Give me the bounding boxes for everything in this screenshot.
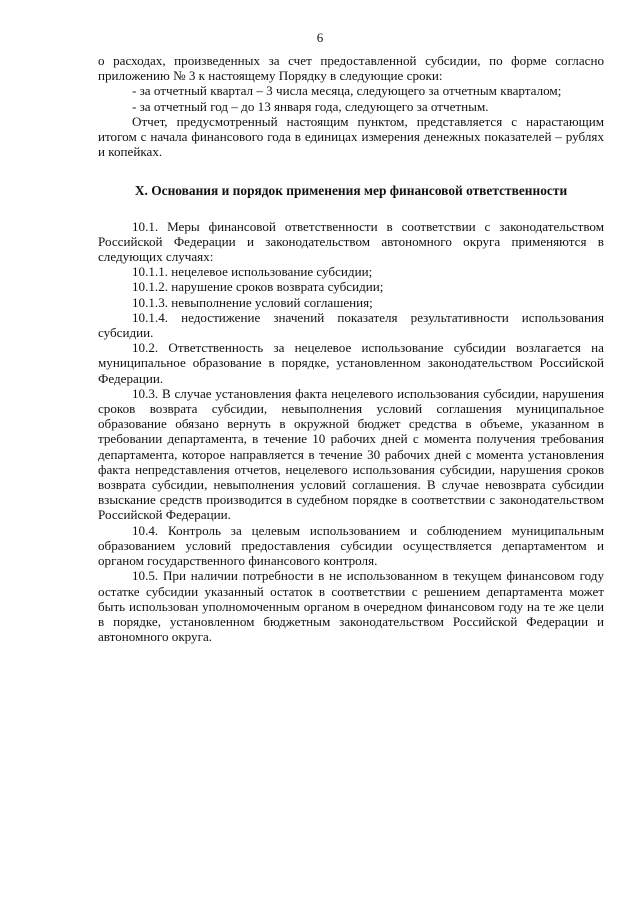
page-number: 6	[316, 30, 324, 45]
clause-10-5: 10.5. При наличии потребности в не использованном в текущем финансовом году остатке субсидии указанный остаток в соответствии с решением департамента может быть использован уполномоченным органом в очередном финансовом году на те же цели в порядке, установленном бюджетным законодательством Российской Федерации и автономного округа.	[98, 568, 604, 645]
clause-10-1-1: 10.1.1. нецелевое использование субсидии;	[132, 264, 373, 280]
intro-quarter-deadline: - за отчетный квартал – 3 числа месяца, следующего за отчетным кварталом;	[132, 83, 562, 99]
clause-10-4: 10.4. Контроль за целевым использованием и соблюдением муниципальным образованием условий предоставления субсидии осуществляется департаментом и органом государственного финансового контроля.	[98, 522, 604, 569]
intro-report-note: Отчет, предусмотренный настоящим пунктом, представляется с нарастающим итогом с начала финансового года в единицах измерения денежных показателей – рублях и копейках.	[98, 113, 604, 160]
intro-year-deadline: - за отчетный год – до 13 января года, следующего за отчетным.	[132, 98, 489, 114]
clause-10-1-2: 10.1.2. нарушение сроков возврата субсидии;	[132, 279, 384, 295]
section-heading: X. Основания и порядок применения мер финансовой ответственности	[134, 183, 568, 199]
clause-10-1: 10.1. Меры финансовой ответственности в соответствии с законодательством Российской Федерации и законодательством автономного округа применяются в следующих случаях:	[98, 218, 604, 265]
clause-10-2: 10.2. Ответственность за нецелевое использование субсидии возлагается на муниципальное образование в порядке, установленном законодательством Российской Федерации.	[98, 340, 604, 386]
clause-10-1-3: 10.1.3. невыполнение условий соглашения;	[132, 294, 373, 310]
clause-10-1-4: 10.1.4. недостижение значений показателя результативности использования субсидии.	[98, 309, 604, 341]
document-body	[98, 53, 604, 644]
clause-10-3: 10.3. В случае установления факта нецелевого использования субсидии, нарушения сроков возврата субсидии, невыполнения условий соглашения муниципальное образование обязано вернуть в окружной бюджет средства в объеме, указанном в требовании департамента, в течение 10 рабочих дней с момента получения требования департамента, которое направляется в течение 30 рабочих дней с момента установления факта непредставления отчетов, нецелевого использования субсидии, нарушения сроков возврата субсидии, невыполнения условий соглашения. В случае невозврата субсидии взыскание средств производится в судебном порядке в соответствии с законодательством Российской Федерации.	[98, 385, 604, 523]
intro-paragraph: о расходах, произведенных за счет предоставленной субсидии, по форме согласно приложению № 3 к настоящему Порядку в следующие сроки:	[98, 53, 604, 84]
